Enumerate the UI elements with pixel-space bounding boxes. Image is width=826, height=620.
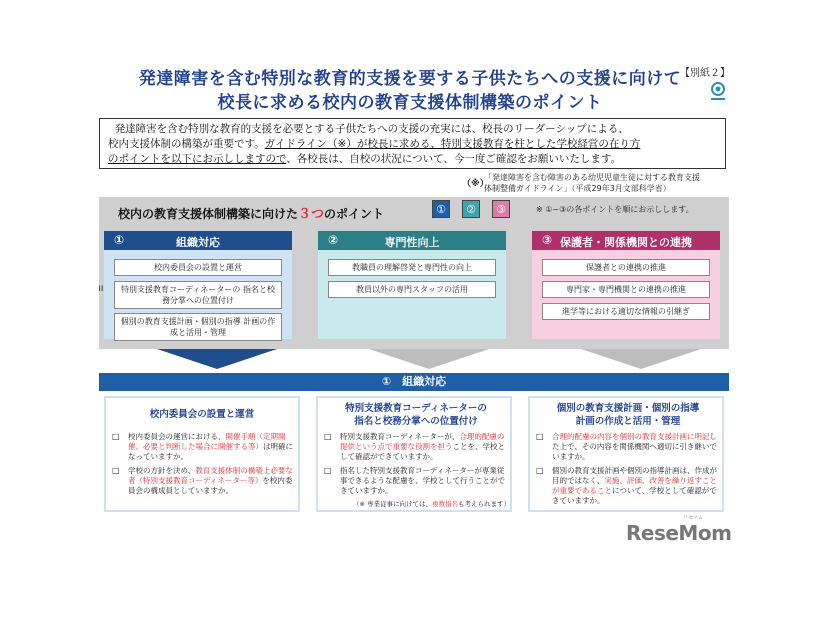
- arrow-down-icon-1: [157, 349, 277, 369]
- point-1-item-3: 個別の教育支援計画・個別の指導 計画の作成と活用・管理: [114, 313, 282, 341]
- intro-line2a: 校内支援体制の構築が重要です。: [108, 138, 265, 150]
- point-column-3-header: [532, 231, 720, 250]
- point-column-2: [318, 231, 506, 339]
- resemom-watermark: ReseMom: [626, 521, 732, 545]
- detail-1-para-1: □ 校内委員会の運営における、開催手順（定期開催、必要と判断した場合に開催する等）は明確になっていますか。: [112, 432, 293, 461]
- point-3-item-2: 専門家・専門機関との連携の推進: [542, 281, 710, 298]
- point-column-1: [104, 231, 292, 339]
- point-2-item-2: 教員以外の専門スタッフの活用: [328, 281, 496, 298]
- point-3-item-1: 保護者との連携の推進: [542, 259, 710, 276]
- intro-line1: 発達障害を含む特別な教育的支援を必要とする子供たちへの支援の充実には、校長のリーダーシップによる、: [114, 123, 629, 135]
- arrow-down-icon-2: [369, 349, 489, 369]
- point-2-item-1: 教職員の理解啓発と専門性の向上: [328, 259, 496, 276]
- resemom-watermark-sub: リセマム: [683, 515, 703, 521]
- checkbox-icon: □: [536, 432, 544, 441]
- checkbox-icon: □: [536, 466, 544, 475]
- point-column-2-header: [318, 231, 506, 250]
- points-note: ※ ①~③の各ポイントを順にお示しします。: [536, 205, 694, 214]
- page-title-line1: 発達障害を含む特別な教育的支援を要する子供たちへの支援に向けて: [138, 69, 682, 89]
- checkbox-icon: □: [324, 466, 332, 475]
- detail-2-note: （※ 専業従事に向けては、複数指名も考えられます）: [352, 500, 510, 508]
- checkbox-icon: □: [324, 432, 332, 441]
- points-title: 校内の教育支援体制構築に向けた３つのポイント: [118, 207, 385, 222]
- detail-3-para-1: □ 合理的配慮の内容を個別の教育支援計画に明記した上で、その内容を関係機関へ適切に引き継いでいますか。: [536, 432, 717, 461]
- reference-note: [462, 172, 700, 194]
- point-3-item-3: 進学等における適切な情報の引継ぎ: [542, 303, 710, 320]
- reference-line1: 「発達障害を含む障害のある幼児児童生徒に対する教育支援: [484, 173, 700, 182]
- detail-bar: ① 組織対応: [99, 373, 729, 391]
- reference-mark: （※）: [462, 179, 489, 189]
- detail-1-head: 校内委員会の設置と運営: [149, 409, 255, 420]
- point-column-3-label: 保護者・関係機関との連携: [560, 236, 692, 249]
- detail-3-para-2: □ 個別の教育支援計画や個別の指導計画は、作成が目的ではなく、実施、評価、改善を繰り返すことが重要であることについて、学校として確認ができていますか。: [536, 466, 717, 505]
- detail-1-para-2: □ 学校の方針を決め、教育支援体制の構築上必要な者（特別支援教育コーディネーター等）を校内委員会の構成員としていますか。: [112, 466, 293, 495]
- detail-column-2: [316, 396, 512, 512]
- detail-3-head: 個別の教育支援計画・個別の指導 計画の作成と活用・管理: [556, 403, 700, 427]
- point-1-item-1: 校内委員会の設置と運営: [114, 259, 282, 276]
- down-arrows: [99, 349, 729, 373]
- point-column-3-num: ③: [542, 233, 553, 247]
- point-1-item-2: 特別支援教育コーディネーターの 指名と校務分掌への位置付け: [114, 281, 282, 309]
- checkbox-icon: □: [112, 432, 120, 441]
- point-column-2-num: ②: [328, 233, 339, 247]
- reference-line2: 体制整備ガイドライン」（平成29年3月文部科学省）: [484, 184, 671, 193]
- intro-line2b: ガイドライン（※）が校長に求める、特別支援教育を柱とした学校経営の在り方: [264, 138, 641, 150]
- point-column-2-label: 専門性向上: [384, 236, 440, 249]
- arrow-down-icon-3: [581, 349, 701, 369]
- point-column-3: [532, 231, 720, 339]
- point-column-1-num: ①: [114, 233, 125, 247]
- intro-box: [99, 118, 726, 169]
- page-title-line2: 校長に求める校内の教育支援体制構築のポイント: [217, 93, 603, 113]
- point-chip-1: ①: [432, 200, 450, 218]
- checkbox-icon: □: [112, 466, 120, 475]
- detail-column-3: [528, 396, 724, 512]
- intro-line3b: 、各校長は、自校の状況について、今一度ご確認をお願いいたします。: [286, 153, 622, 165]
- point-chip-2: ②: [462, 200, 480, 218]
- point-chip-3: ③: [492, 200, 510, 218]
- intro-line3a: のポイントを以下にお示ししますので: [108, 153, 287, 165]
- left-mark: ıı: [98, 283, 104, 294]
- detail-2-head: 特別支援教育コーディネーターの 指名と校務分掌への位置付け: [345, 403, 487, 427]
- detail-column-1: [104, 396, 300, 512]
- detail-2-para-2: □ 指名した特別支援教育コーディネーターが専業従事できるような配慮を、学校として行うことができていますか。: [324, 466, 505, 495]
- annex-label: 【別紙２】: [680, 68, 730, 79]
- detail-2-para-1: □ 特別支援教育コーディネーターが、合理的配慮の提供という点で重要な役割を担うことを、学校として確認ができていますか。: [324, 432, 505, 461]
- point-column-1-header: [104, 231, 292, 250]
- point-column-1-label: 組織対応: [176, 236, 220, 249]
